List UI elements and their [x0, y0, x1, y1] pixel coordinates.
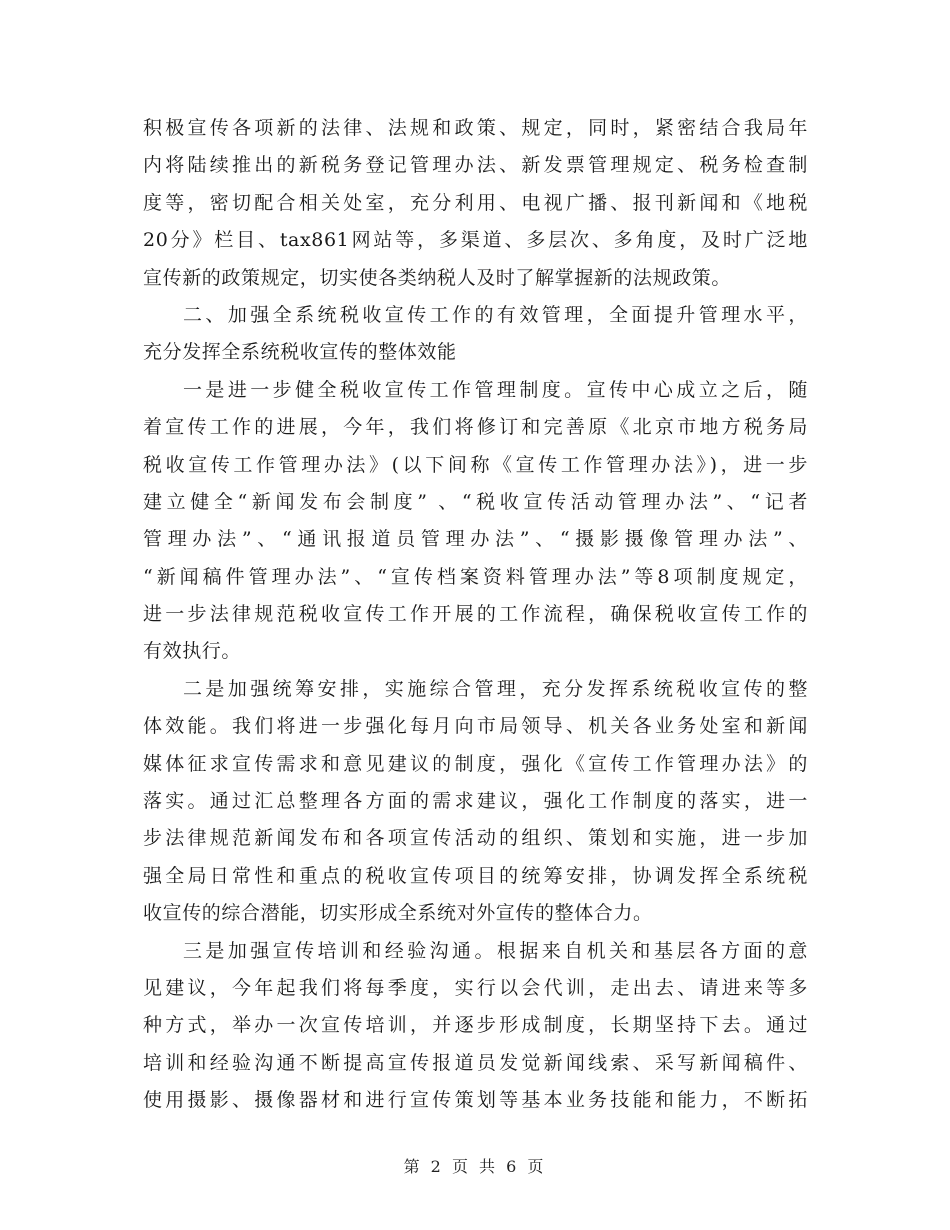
text-line: 步法律规范新闻发布和各项宣传活动的组织、策划和实施，进一步加: [143, 827, 808, 850]
text-line: “新闻稿件管理办法”、“宣传档案资料管理办法”等8项制度规定，: [143, 565, 808, 588]
text-line: 20分》栏目、tax861网站等，多渠道、多层次、多角度，及时广泛地: [143, 229, 808, 252]
text-line: 二、加强全系统税收宣传工作的有效管理，全面提升管理水平，: [183, 303, 808, 326]
text-line: 三是加强宣传培训和经验沟通。根据来自机关和基层各方面的意: [183, 939, 808, 962]
text-line: 宣传新的政策规定，切实使各类纳税人及时了解掌握新的法规政策。: [143, 266, 732, 289]
text-line: 积极宣传各项新的法律、法规和政策、规定，同时，紧密结合我局年: [143, 117, 808, 139]
text-line: 管理办法”、“通讯报道员管理办法”、“摄影摄像管理办法”、: [143, 528, 808, 551]
text-line: 落实。通过汇总整理各方面的需求建议，强化工作制度的落实，进一: [143, 790, 808, 813]
text-line: 税收宣传工作管理办法》(以下间称《宣传工作管理办法》)，进一步: [143, 453, 808, 476]
text-line: 二是加强统筹安排，实施综合管理，充分发挥系统税收宣传的整: [183, 677, 808, 700]
text-line: 见建议，今年起我们将每季度，实行以会代训，走出去、请进来等多: [143, 976, 808, 999]
text-line: 充分发挥全系统税收宣传的整体效能: [143, 341, 457, 364]
text-line: 培训和经验沟通不断提高宣传报道员发觉新闻线索、采写新闻稿件、: [143, 1051, 808, 1074]
text-line: 进一步法律规范税收宣传工作开展的工作流程，确保税收宣传工作的: [143, 603, 808, 626]
document-body: [143, 110, 808, 1120]
text-line: 种方式，举办一次宣传培训，并逐步形成制度，长期坚持下去。通过: [143, 1014, 808, 1037]
text-line: 内将陆续推出的新税务登记管理办法、新发票管理规定、税务检查制: [143, 154, 808, 177]
text-line: 使用摄影、摄像器材和进行宣传策划等基本业务技能和能力，不断拓: [143, 1089, 808, 1112]
page-footer: 第 2 页 共 6 页: [403, 1157, 547, 1176]
text-line: 着宣传工作的进展，今年，我们将修订和完善原《北京市地方税务局: [143, 416, 808, 439]
text-line: 体效能。我们将进一步强化每月向市局领导、机关各业务处室和新闻: [143, 715, 808, 738]
text-line: 强全局日常性和重点的税收宣传项目的统筹安排，协调发挥全系统税: [143, 864, 808, 887]
text-line: 媒体征求宣传需求和意见建议的制度，强化《宣传工作管理办法》的: [143, 752, 808, 775]
text-line: 建立健全“新闻发布会制度” 、“税收宣传活动管理办法”、“记者: [143, 490, 808, 513]
text-line: 一是进一步健全税收宣传工作管理制度。宣传中心成立之后，随: [183, 378, 808, 401]
text-line: 收宣传的综合潜能，切实形成全系统对外宣传的整体合力。: [143, 902, 653, 925]
text-line: 有效执行。: [143, 640, 242, 663]
text-line: 度等，密切配合相关处室，充分利用、电视广播、报刊新闻和《地税: [143, 191, 808, 214]
